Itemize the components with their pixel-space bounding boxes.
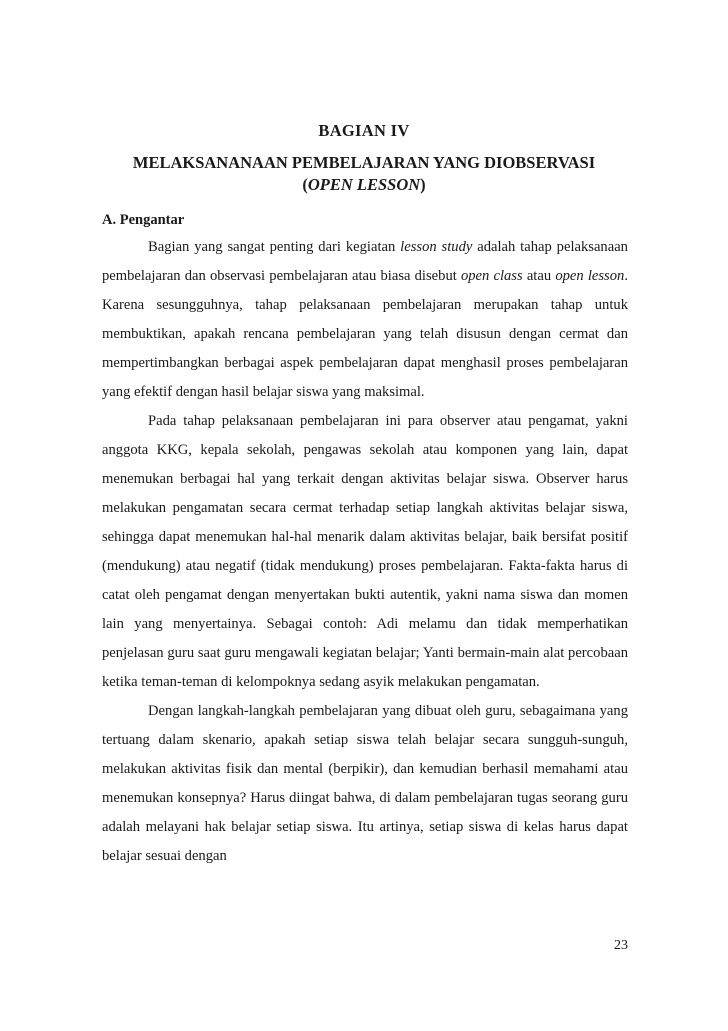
paragraph-1-term-b: open class <box>460 268 523 284</box>
paragraph-1-text-a: Bagian yang sangat penting dari kegiatan <box>148 239 401 255</box>
body-text <box>102 233 628 871</box>
paragraph-1-text-d: . Karena sesungguhnya, tahap pelaksanaan pembelajaran merupakan tahap untuk membuktikan, apakah rencana pembelajaran yang telah disusun dengan cermat dan mempertimbangkan berbagai aspek pembelajaran dapat menghasil proses pembelajaran yang efektif dengan hasil belajar siswa yang maksimal. <box>102 268 628 400</box>
paragraph-1 <box>102 233 628 407</box>
section-heading: A. Pengantar <box>102 212 185 228</box>
paragraph-1-term-c: open lesson <box>555 268 625 284</box>
chapter-title-line-1: MELAKSANANAAN PEMBELAJARAN YANG DIOBSERVASI <box>132 153 596 172</box>
page-number: 23 <box>614 938 628 953</box>
title-close-paren: ) <box>420 175 426 194</box>
paragraph-2: Pada tahap pelaksanaan pembelajaran ini para observer atau pengamat, yakni anggota KKG, kepala sekolah, pengawas sekolah atau komponen yang lain, dapat menemukan berbagai hal yang terkait dengan aktivitas belajar siswa. Observer harus melakukan pengamatan secara cermat terhadap setiap langkah aktivitas belajar siswa, sehingga dapat menemukan hal-hal menarik dalam aktivitas belajar, baik bersifat positif (mendukung) atau negatif (tidak mendukung) proses pembelajaran. Fakta-fakta harus di catat oleh pengamat dengan menyertakan bukti autentik, yakni nama siswa dan momen lain yang menyertainya. Sebagai contoh: Adi melamu dan tidak memperhatikan penjelasan guru saat guru mengawali kegiatan belajar; Yanti bermain-main alat percobaan ketika teman-teman di kelompoknya sedang asyik melakukan pengamatan. <box>102 413 628 690</box>
paragraph-3: Dengan langkah-langkah pembelajaran yang dibuat oleh guru, sebagaimana yang tertuang dalam skenario, apakah setiap siswa telah belajar secara sungguh-sunguh, melakukan aktivitas fisik dan mental (berpikir), dan kemudian berhasil memahami atau menemukan konsepnya? Harus diingat bahwa, di dalam pembelajaran tugas seorang guru adalah melayani hak belajar setiap siswa. Itu artinya, setiap siswa di kelas harus dapat belajar sesuai dengan <box>102 703 628 864</box>
paragraph-1-term-a: lesson study <box>400 239 473 255</box>
chapter-heading: BAGIAN IV <box>318 121 410 140</box>
title-open-paren: ( <box>302 175 308 194</box>
chapter-title <box>0 152 728 196</box>
paragraph-1-text-c: atau <box>522 268 556 284</box>
paragraph-1-text-b: adalah tahap pelaksanaan pembelajaran dan observasi pembelajaran atau biasa disebut <box>102 239 628 284</box>
title-emphasis: OPEN LESSON <box>307 175 421 194</box>
chapter-title-line-2 <box>0 174 728 196</box>
